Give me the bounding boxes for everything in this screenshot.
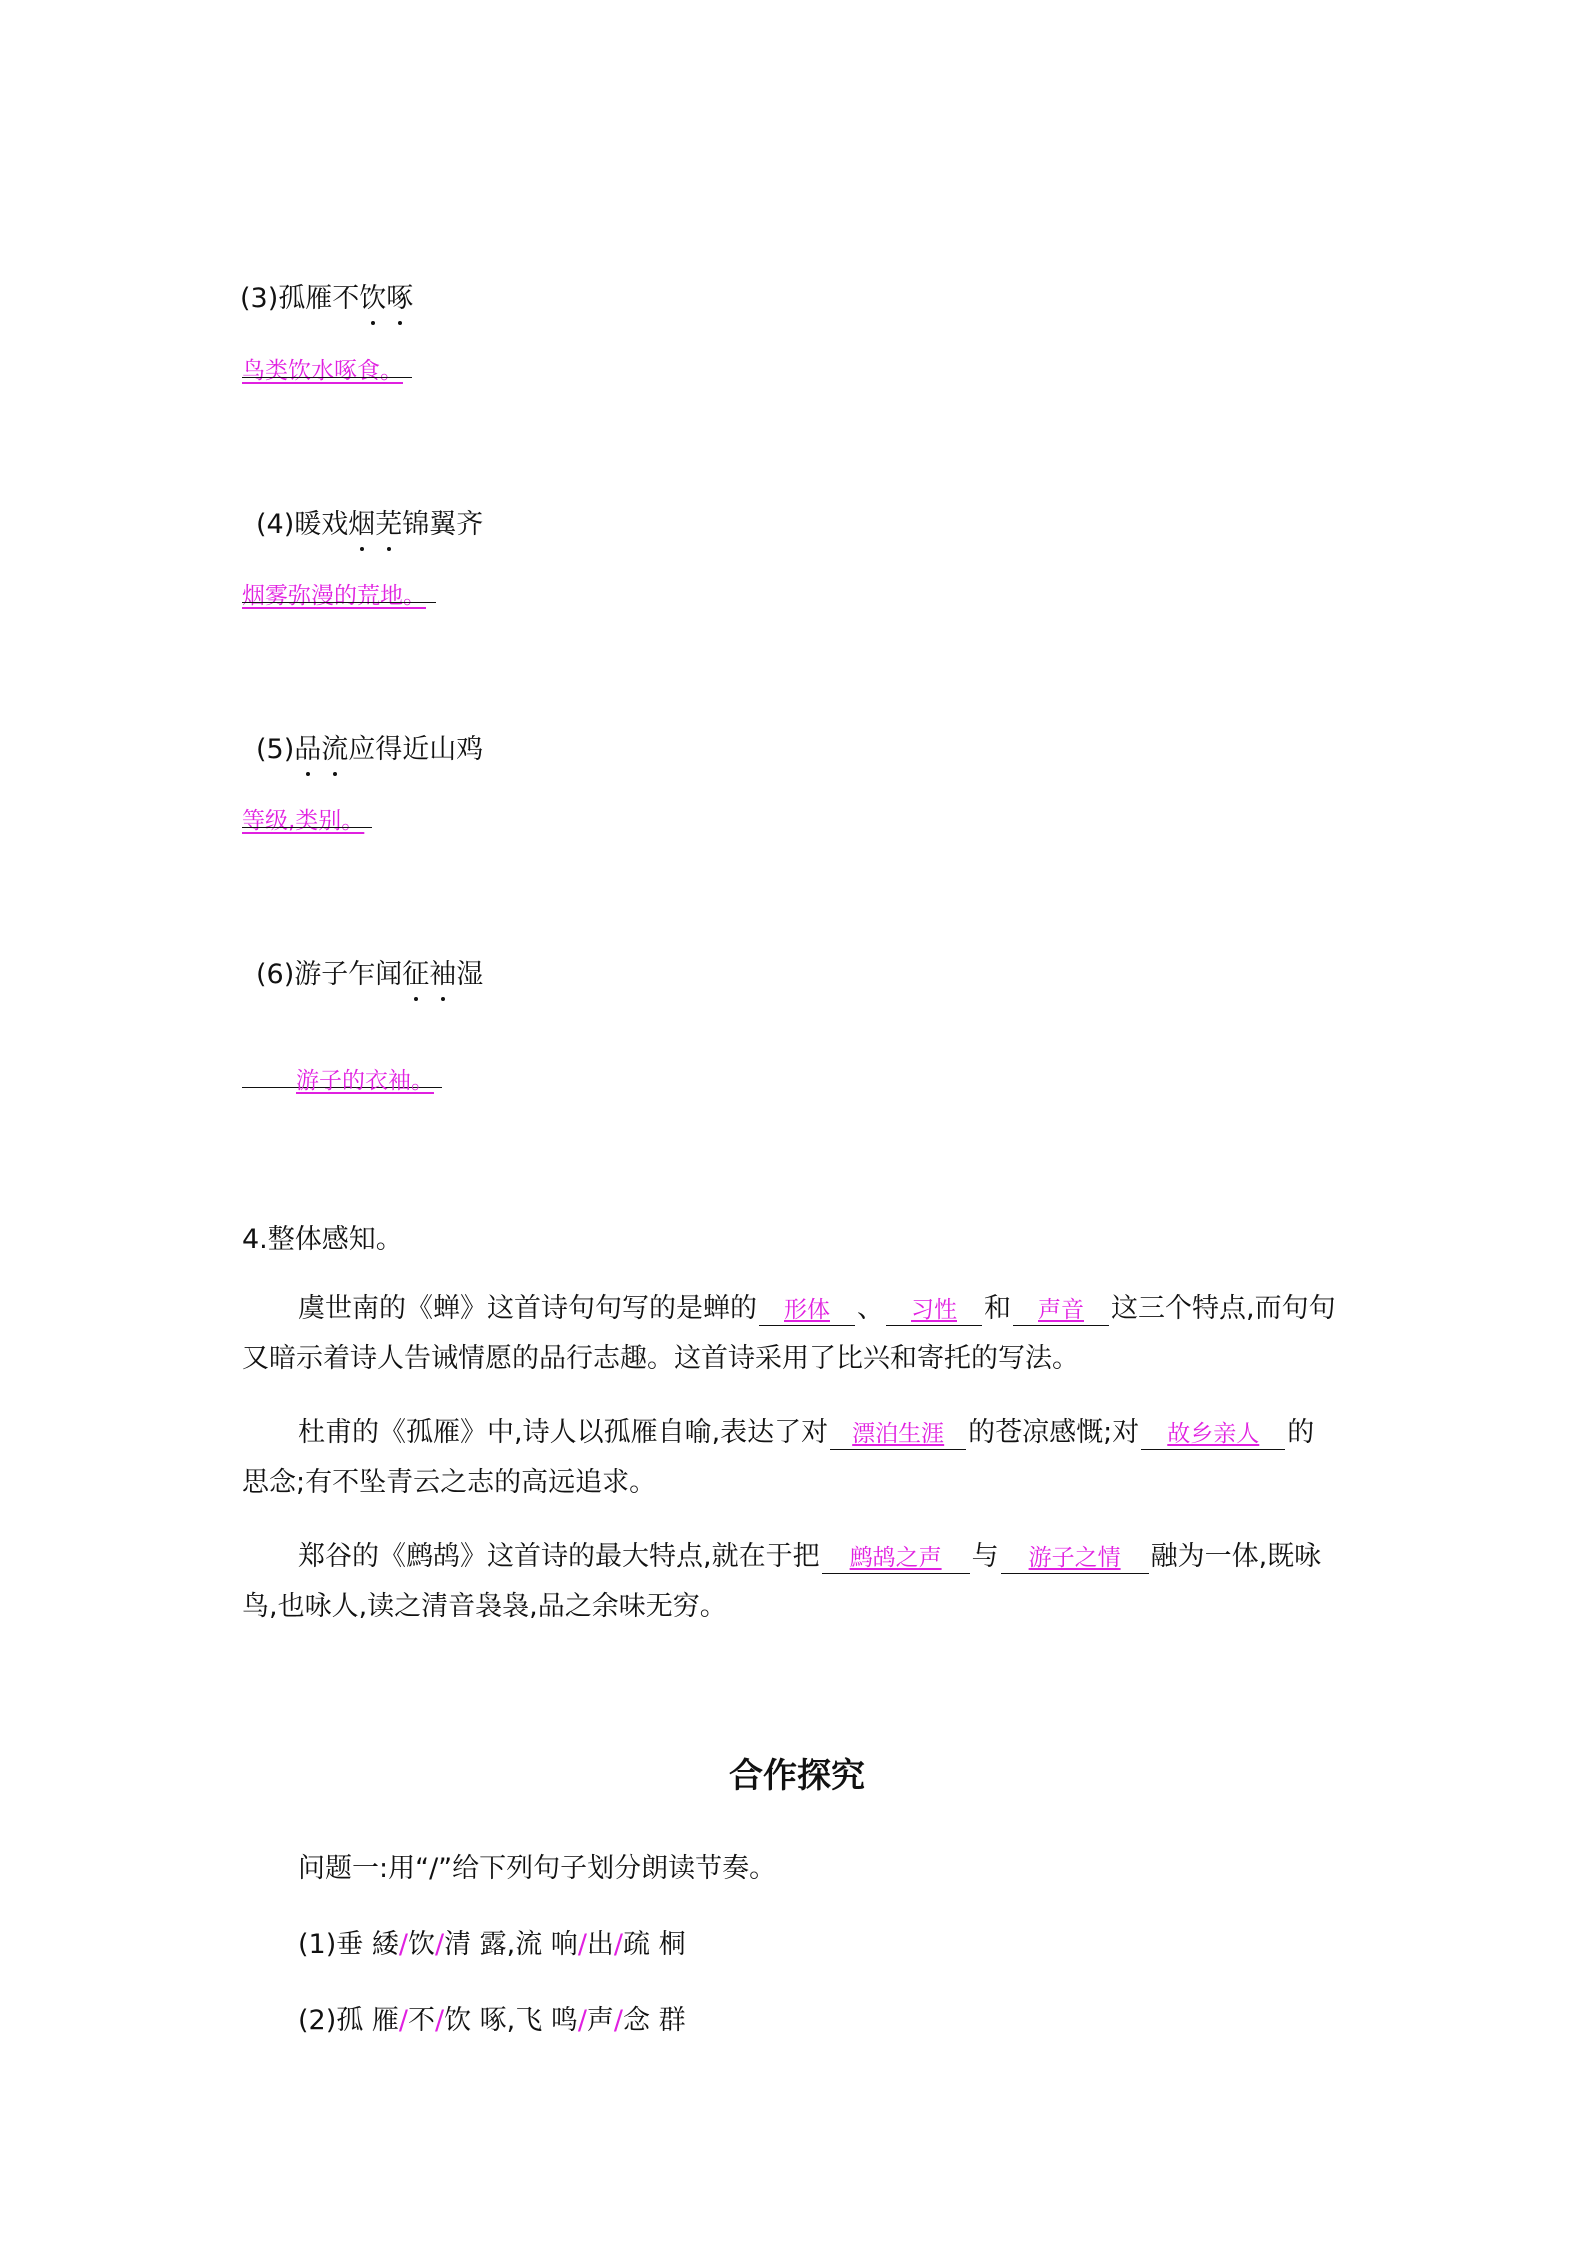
item-4-answer: 烟雾弥漫的荒地。	[242, 583, 426, 609]
item-5-question: (5)品流应得近山鸡	[256, 727, 483, 766]
answer-underline	[242, 377, 412, 378]
item-6-answer: 游子的衣袖。	[296, 1068, 434, 1094]
answer-underline	[242, 827, 372, 828]
item-4-question: (4)暖戏烟芜锦翼齐	[256, 502, 483, 541]
fill-blank: 形体	[759, 1295, 855, 1326]
dotted-char: 袖	[429, 952, 456, 991]
answer-underline	[242, 602, 436, 603]
fill-blank: 漂泊生涯	[830, 1419, 966, 1450]
rhythm-line-2: (2)孤 雁/不/饮 啄,飞 鸣/声/念 群	[298, 2005, 686, 2036]
dotted-char: 芜	[375, 502, 402, 541]
item-5-answer: 等级,类别。	[242, 808, 365, 834]
dotted-char: 征	[402, 952, 429, 991]
section-heading: 合作探究	[729, 1756, 865, 1796]
question-1: 问题一:用“/”给下列句子划分朗读节奏。	[298, 1853, 777, 1884]
paragraph-1: 虞世南的《蝉》这首诗句句写的是蝉的 形体 、 习性 和 声音 这三个特点,而句句 又暗示着诗人告诫情愿的品行志趣。这首诗采用了比兴和寄托的写法。	[242, 1293, 1336, 1374]
item-3-question: (3)孤雁不饮啄	[240, 276, 413, 315]
item-6-question: (6)游子乍闻征袖湿	[256, 952, 483, 991]
dotted-char: 啄	[386, 276, 413, 315]
rhythm-line-1: (1)垂 緌/饮/清 露,流 响/出/疏 桐	[298, 1929, 686, 1960]
fill-blank: 故乡亲人	[1141, 1419, 1285, 1450]
paragraph-2: 杜甫的《孤雁》中,诗人以孤雁自喻,表达了对 漂泊生涯 的苍凉感慨;对 故乡亲人 的 思念;有不坠青云之志的高远追求。	[242, 1417, 1315, 1498]
fill-blank: 鹧鸪之声	[822, 1543, 970, 1574]
fill-blank: 声音	[1013, 1295, 1109, 1326]
dotted-char: 饮	[359, 276, 386, 315]
item-3-answer: 鸟类饮水啄食。	[242, 358, 403, 384]
dotted-char: 品	[294, 727, 321, 766]
dotted-char: 流	[321, 727, 348, 766]
paragraph-3: 郑谷的《鹧鸪》这首诗的最大特点,就在于把 鹧鸪之声 与 游子之情 融为一体,既咏 鸟,也咏人,读之清音袅袅,品之余味无穷。	[242, 1541, 1322, 1622]
fill-blank: 习性	[886, 1295, 982, 1326]
fill-blank: 游子之情	[1001, 1543, 1149, 1574]
dotted-char: 烟	[348, 502, 375, 541]
section-4-title: 4.整体感知。	[242, 1224, 403, 1255]
